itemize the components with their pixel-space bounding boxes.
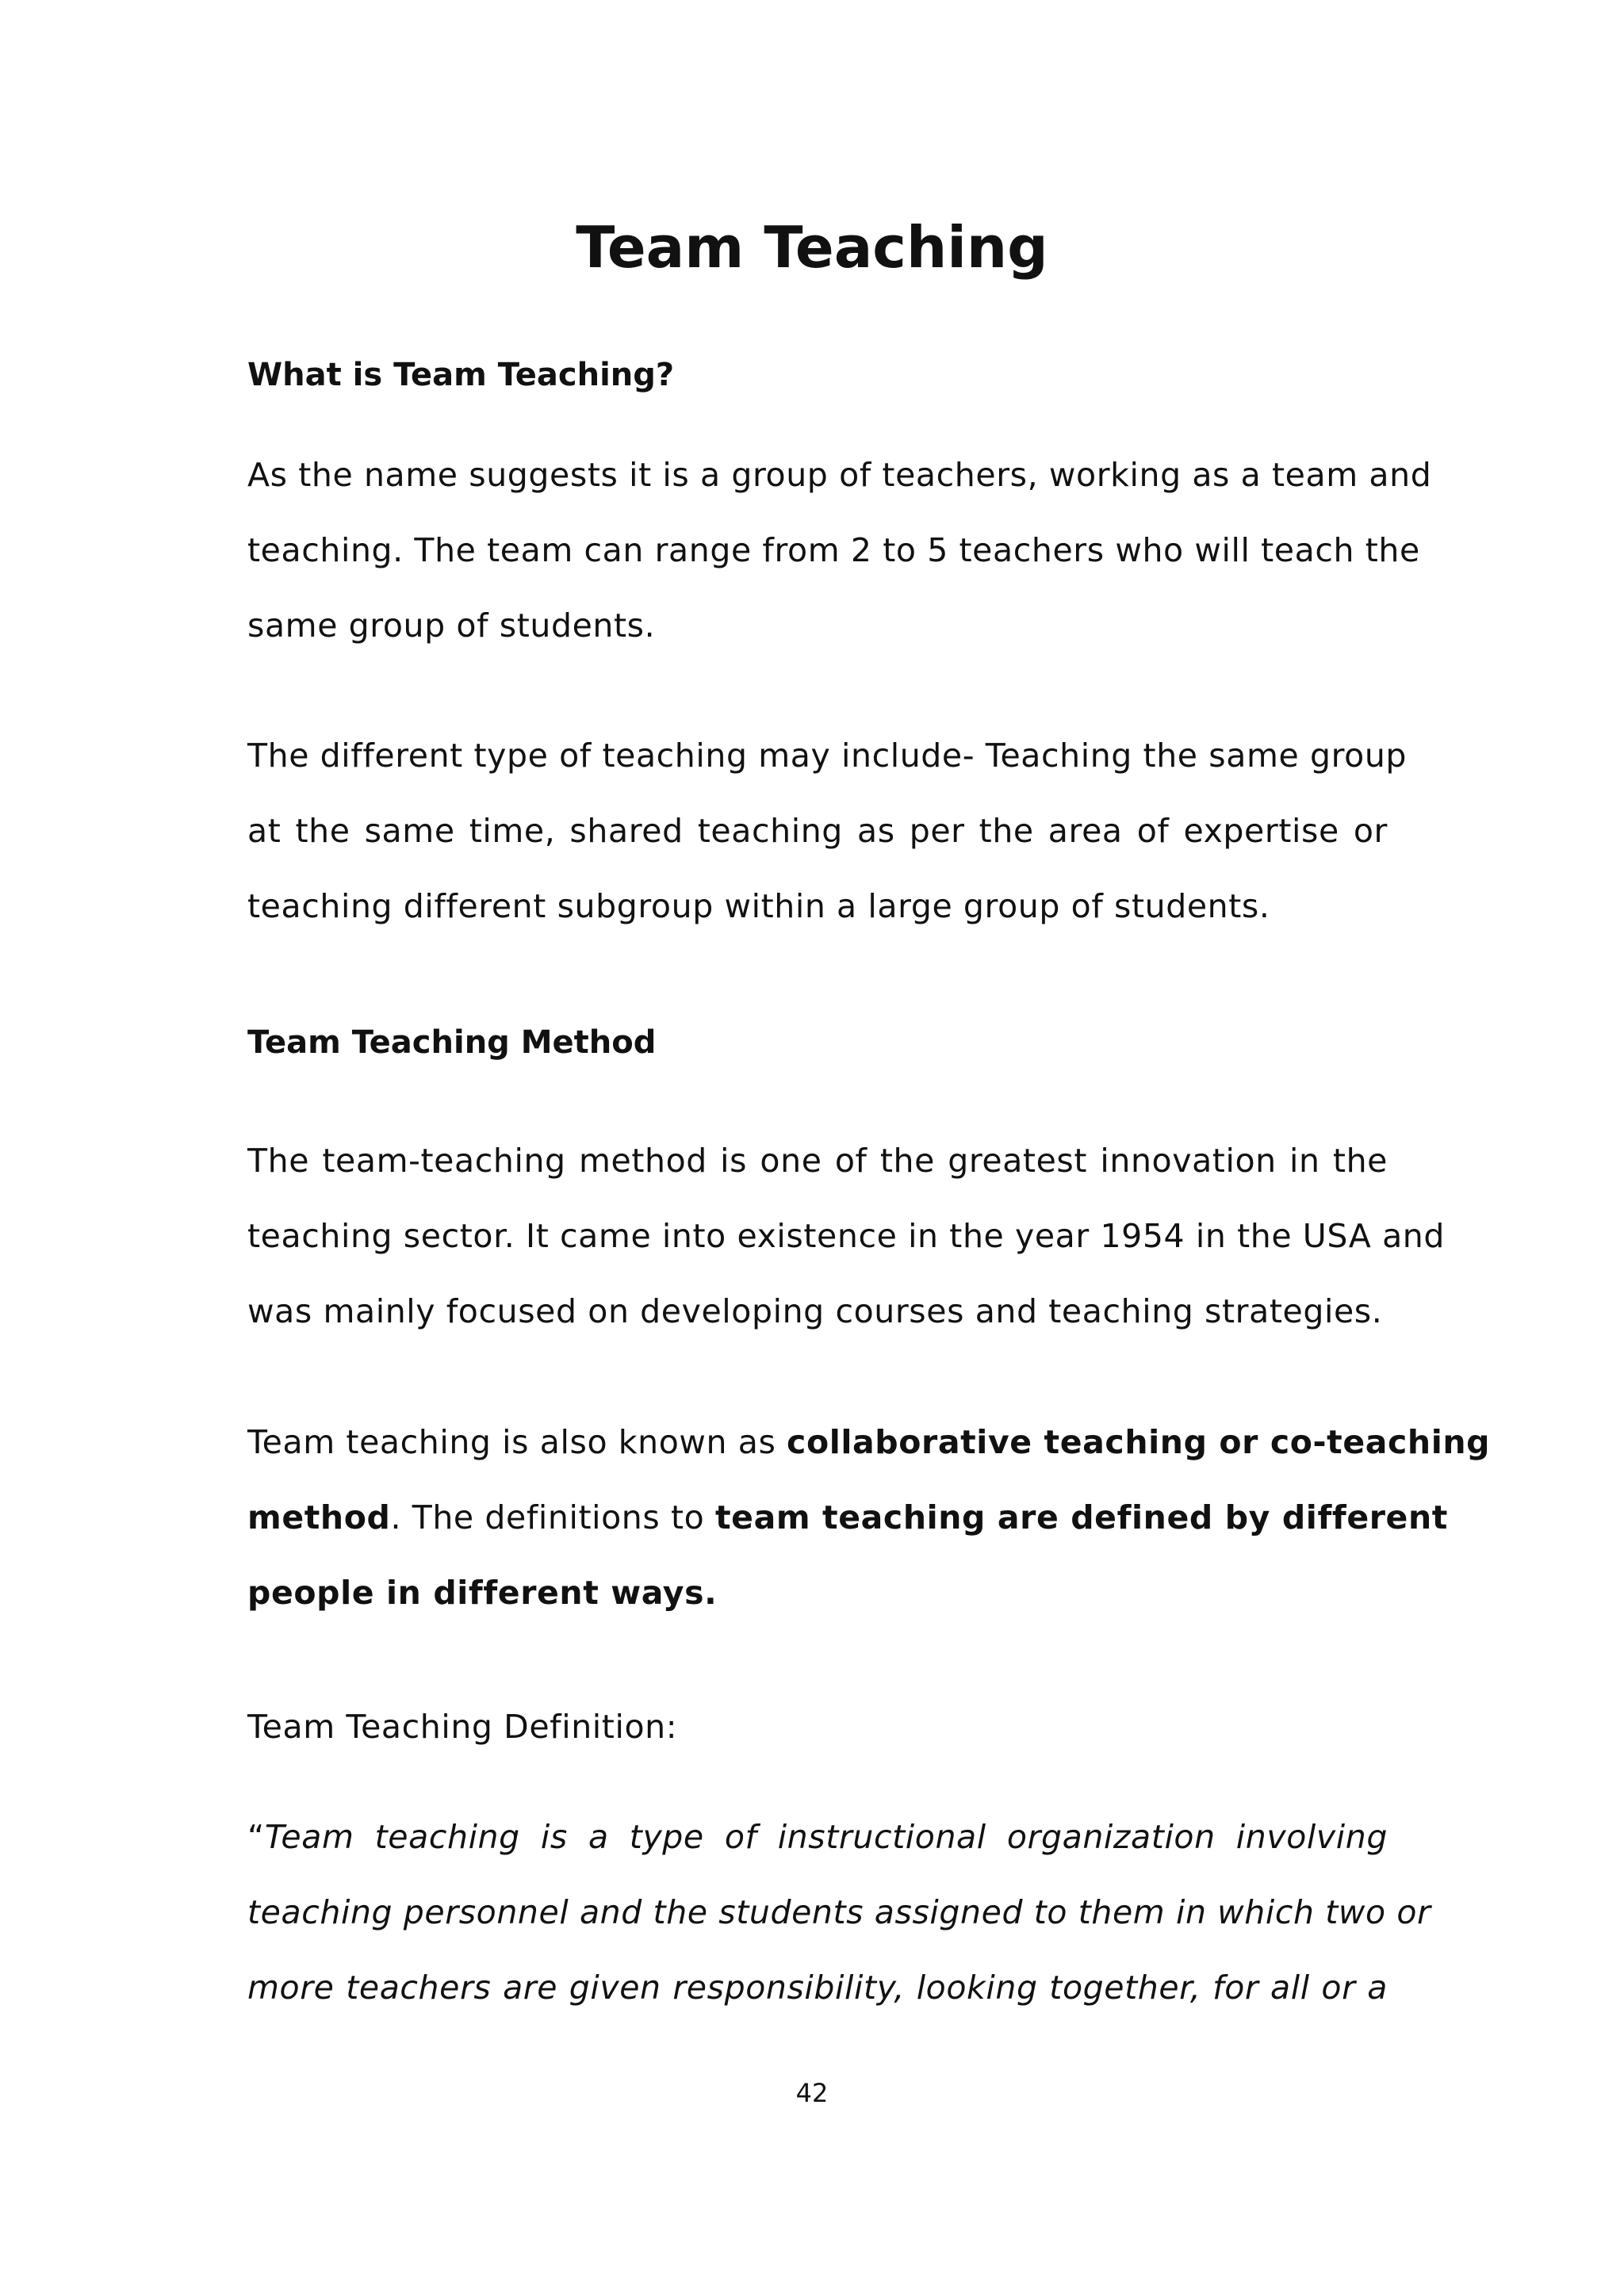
paragraph-line [247, 1480, 1448, 1556]
paragraph-line: was mainly focused on developing courses and teaching strategies. [247, 1292, 1383, 1330]
paragraph-line: As the name suggests it is a group of teachers, working as a team and [247, 456, 1432, 494]
paragraph-line: The different type of teaching may include- Teaching the same group [247, 737, 1408, 775]
paragraph-line: teaching. The team can range from 2 to 5 teachers who will teach the [247, 531, 1420, 569]
page-number: 42 [795, 2078, 829, 2108]
paragraph-intro [247, 438, 1432, 664]
paragraph-line: more teachers are given responsibility, looking together, for all or a [247, 1969, 1388, 2007]
quote-mark: “ [247, 1818, 265, 1856]
bold-text: team teaching are defined by different [714, 1498, 1448, 1536]
paragraph-types [247, 718, 1408, 944]
paragraph-line: teaching personnel and the students assigned to them in which two or [247, 1893, 1431, 1931]
paragraph-line: teaching different subgroup within a large group of students. [247, 887, 1270, 925]
paragraph-line: teaching sector. It came into existence in the year 1954 in the USA and [247, 1217, 1446, 1255]
paragraph-line [247, 1800, 1388, 1875]
plain-text: . The definitions to [390, 1498, 715, 1536]
italic-text: Team teaching is a type of instructional organization involving [264, 1818, 1388, 1856]
section-heading-team-teaching-method: Team Teaching Method [247, 1024, 657, 1061]
paragraph-method [247, 1123, 1446, 1349]
section-heading-what-is-team-teaching: What is Team Teaching? [247, 357, 675, 393]
bold-text: method [247, 1498, 391, 1536]
plain-text: Team teaching is also known as [247, 1423, 787, 1461]
paragraph-also-known-as [247, 1405, 1491, 1631]
paragraph-line: at the same time, shared teaching as per the area of expertise or [247, 812, 1388, 850]
bold-text: collaborative teaching or co-teaching [787, 1423, 1491, 1461]
definition-quote [247, 1800, 1431, 2026]
paragraph-line [247, 1405, 1491, 1480]
paragraph-line: same group of students. [247, 607, 656, 645]
page-title: Team Teaching [576, 214, 1048, 281]
paragraph-line: The team-teaching method is one of the greatest innovation in the [247, 1142, 1388, 1180]
definition-label: Team Teaching Definition: [247, 1708, 678, 1746]
paragraph-line: people in different ways. [247, 1574, 718, 1612]
